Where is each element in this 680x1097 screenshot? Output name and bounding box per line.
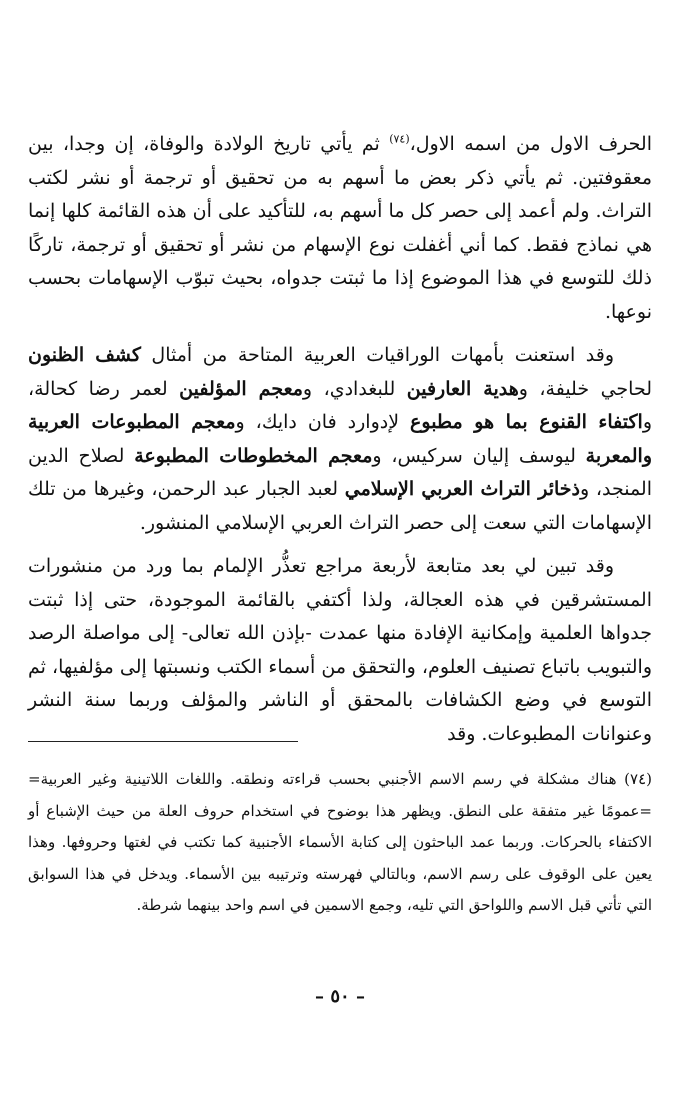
page-body [28, 128, 652, 751]
p1-text-1: الحرف الاول من اسمه الاول، [409, 133, 652, 155]
page-number: – ٥٠ – [315, 986, 365, 1007]
paragraph-3 [28, 550, 652, 751]
book-title-iktifa-al-qanu: اكتفاء القنوع بما هو مطبوع [410, 411, 643, 433]
footnote-number: (٧٤) [624, 770, 652, 788]
footnote-ref[interactable]: (٧٤) [389, 132, 410, 146]
book-title-dhakhair-al-turath: ذخائر التراث العربي الإسلامي [344, 478, 580, 500]
p1-text-2: ثم يأتي تاريخ الولادة والوفاة، إن وجدا، بين معقوفتين. ثم يأتي ذكر بعض ما أسهم به من تحقيق أو ترجمة أو نشر لكتب التراث. ولم أعمد إلى حصر كل ما أسهم به، للتأكيد على أن هذه القائمة كلها إنما هي نماذج فقط. كما أني أغفلت نوع الإسهام من نشر أو تحقيق أو ترجمة، تاركًا ذلك للتوسع في هذا الموضوع إذا ما ثبتت جدواه، بحيث تبوّب الإسهامات بحسب نوعها. [28, 133, 652, 323]
p3-text-1: وقد تبين لي بعد متابعة لأربعة مراجع تعذُّر الإلمام بما ورد من منشورات المستشرقين في هذه العجالة، ولذا أكتفي بالقائمة الموجودة، حتى إذا ثبتت جدواها العلمية وإمكانية الإفادة منها عمدت -بإذن الله تعالى- إلى مواصلة الرصد والتبويب باتباع تصنيف العلوم، والتحقق من أسماء الكتب ونسبتها إلى مؤلفيها، ثم التوسع في وضع الكشافات بالمحقق أو الناشر والمؤلف وربما سنة النشر وعنوانات المطبوعات. وقد [28, 555, 652, 745]
book-title-mujam-al-muallifin: معجم المؤلفين [179, 377, 303, 400]
footnote-text: هناك مشكلة في رسم الاسم الأجنبي بحسب قراءته ونطقه. واللغات اللاتينية وغير العربية= =عمومًا غير متفقة على النطق. ويظهر هذا بوضوح في استخدام حروف العلة من حيث الإشباع أو الاكتفاء بالحركات. وربما عمد الباحثون إلى كتابة الأسماء الأجنبية كما تكتب في لغتها وحروفها. وهذا يعين على الوقوف على رسم الاسم، وبالتالي فهرسته وترتيبه بين الأسماء. ويدخل في هذا السوابق التي تأتي قبل الاسم واللواحق التي تليه، وجمع الاسمين في اسم واحد بينهما شرطة. [28, 770, 652, 914]
book-title-hadiyyat-al-arifin: هدية العارفين [406, 377, 519, 400]
footnote-74 [28, 764, 652, 922]
p2-text-2: لحاجي خليفة، و [518, 377, 652, 400]
book-title-mujam-al-makhtutat: معجم المخطوطات المطبوعة [134, 444, 373, 467]
book-title-mujam-al-matbuat: معجم المطبوعات العربية والمعربة [28, 411, 652, 467]
p2-text-1: وقد استعنت بأمهات الوراقيات العربية المتاحة من أمثال [140, 344, 614, 366]
p2-text-8: لعبد الجبار عبد الرحمن، وغيرها من تلك الإسهامات التي سعت إلى حصر التراث العربي الإسلامي المنشور. [28, 478, 652, 534]
paragraph-2 [28, 339, 652, 540]
p2-text-7: لصلاح الدين المنجد، و [28, 444, 652, 500]
p2-text-5: لإدوارد فان دايك، و [235, 411, 411, 433]
book-title-kashf-al-zunun: كشف الظنون [28, 344, 141, 366]
p2-text-6: ليوسف إليان سركيس، و [372, 444, 586, 467]
p2-text-4: لعمر رضا كحالة، و [28, 377, 653, 433]
p2-text-3: للبغدادي، و [302, 377, 407, 400]
footnote-separator [28, 741, 298, 742]
paragraph-1 [28, 128, 652, 329]
